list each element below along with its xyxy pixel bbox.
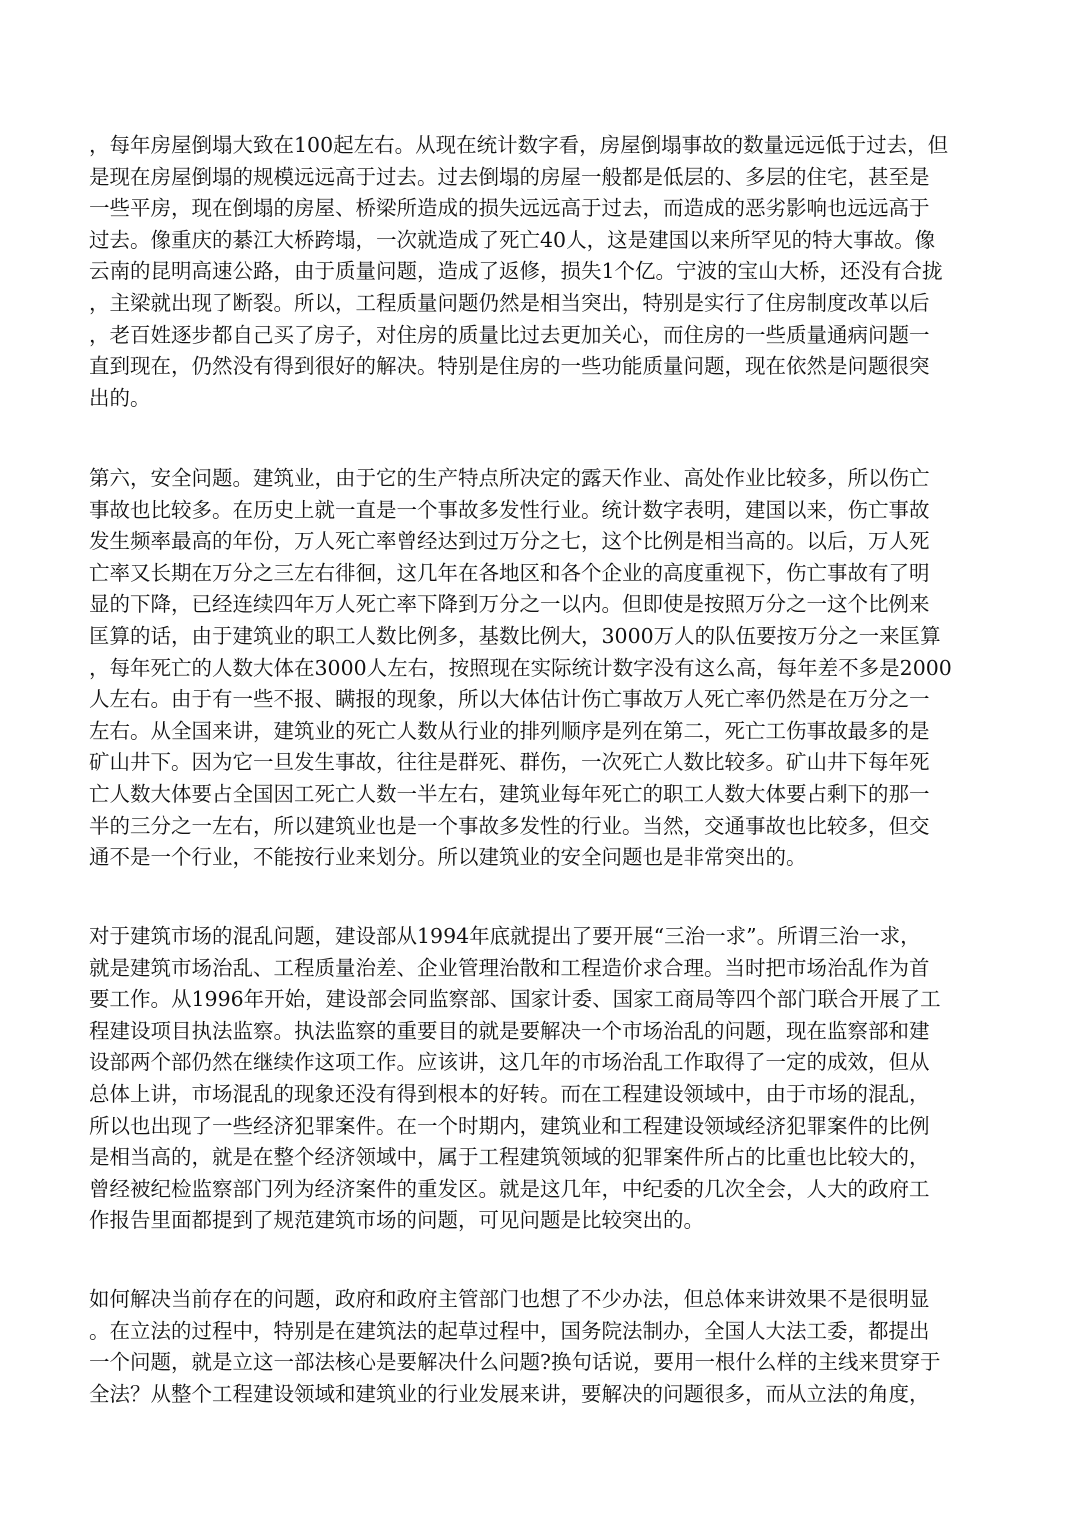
- text-line: ，老百姓逐步都自己买了房子，对住房的质量比过去更加关心，而住房的一些质量通病问题一: [89, 322, 930, 347]
- text-line: 设部两个部仍然在继续作这项工作。应该讲，这几年的市场治乱工作取得了一定的成效，但从: [89, 1050, 930, 1075]
- paragraph-quality-issues: [89, 130, 1001, 414]
- text-line: 事故也比较多。在历史上就一直是一个事故多发性行业。统计数字表明，建国以来，伤亡事故: [89, 497, 930, 522]
- text-line: 是现在房屋倒塌的规模远远高于过去。过去倒塌的房屋一般都是低层的、多层的住宅，甚至是: [89, 164, 930, 189]
- text-line: 。在立法的过程中，特别是在建筑法的起草过程中，国务院法制办，全国人大法工委，都提出: [89, 1318, 930, 1343]
- text-line: 左右。从全国来讲，建筑业的死亡人数从行业的排列顺序是列在第二，死亡工伤事故最多的是: [89, 718, 930, 743]
- text-line: 半的三分之一左右，所以建筑业也是一个事故多发性的行业。当然，交通事故也比较多，但交: [89, 813, 930, 838]
- text-line: 人左右。由于有一些不报、瞒报的现象，所以大体估计伤亡事故万人死亡率仍然是在万分之一: [89, 687, 930, 712]
- text-line: 亡率又长期在万分之三左右徘徊，这几年在各地区和各个企业的高度重视下，伤亡事故有了明: [89, 560, 930, 585]
- text-line: 是相当高的，就是在整个经济领域中，属于工程建筑领域的犯罪案件所占的比重也比较大的，: [89, 1145, 930, 1170]
- text-line: ，每年房屋倒塌大致在100起左右。从现在统计数字看，房屋倒塌事故的数量远远低于过去，但: [89, 133, 949, 157]
- text-line: 一个问题，就是立这一部法核心是要解决什么问题?换句话说，要用一根什么样的主线来贯穿于: [89, 1350, 941, 1375]
- text-line: ，主梁就出现了断裂。所以，工程质量问题仍然是相当突出，特别是实行了住房制度改革以后: [89, 290, 930, 315]
- text-line: 出的。: [89, 385, 151, 410]
- text-line: 发生频率最高的年份，万人死亡率曾经达到过万分之七，这个比例是相当高的。以后，万人死: [89, 529, 930, 554]
- text-line: 所以也出现了一些经济犯罪案件。在一个时期内，建筑业和工程建设领域经济犯罪案件的比例: [89, 1113, 930, 1138]
- text-line: 全法？从整个工程建设领域和建筑业的行业发展来讲，要解决的问题很多，而从立法的角度，: [89, 1381, 930, 1406]
- text-line: 亡人数大体要占全国因工死亡人数一半左右，建筑业每年死亡的职工人数大体要占剩下的那一: [89, 781, 930, 806]
- text-line: 显的下降，已经连续四年万人死亡率下降到万分之一以内。但即使是按照万分之一这个比例来: [89, 592, 930, 617]
- text-line: 就是建筑市场治乱、工程质量治差、企业管理治散和工程造价求合理。当时把市场治乱作为首: [89, 955, 930, 980]
- text-line: 对于建筑市场的混乱问题，建设部从1994年底就提出了要开展“三治一求”。所谓三治一求，: [89, 924, 921, 948]
- text-line: 一些平房，现在倒塌的房屋、桥梁所造成的损失远远高于过去，而造成的恶劣影响也远远高于: [89, 196, 930, 221]
- text-line: 直到现在，仍然没有得到很好的解决。特别是住房的一些功能质量问题，现在依然是问题很突: [89, 354, 930, 379]
- text-line: 第六，安全问题。建筑业，由于它的生产特点所决定的露天作业、高处作业比较多，所以伤亡: [89, 466, 930, 490]
- paragraph-legislation: [89, 1284, 1001, 1410]
- text-line: ，每年死亡的人数大体在3000人左右，按照现在实际统计数字没有这么高，每年差不多是2000: [89, 655, 952, 680]
- text-line: 云南的昆明高速公路，由于质量问题，造成了返修，损失1个亿。宁波的宝山大桥，还没有合拢: [89, 259, 943, 284]
- text-line: 程建设项目执法监察。执法监察的重要目的就是要解决一个市场治乱的问题，现在监察部和建: [89, 1018, 930, 1043]
- text-line: 总体上讲，市场混乱的现象还没有得到根本的好转。而在工程建设领域中，由于市场的混乱，: [89, 1081, 930, 1106]
- text-line: 要工作。从1996年开始，建设部会同监察部、国家计委、国家工商局等四个部门联合开展了工: [89, 987, 941, 1012]
- text-line: 如何解决当前存在的问题，政府和政府主管部门也想了不少办法，但总体来讲效果不是很明显: [89, 1287, 930, 1311]
- paragraph-market-disorder: [89, 921, 1001, 1237]
- paragraph-safety-issues: [89, 463, 1001, 874]
- text-line: 曾经被纪检监察部门列为经济案件的重发区。就是这几年，中纪委的几次全会，人大的政府工: [89, 1176, 930, 1201]
- text-line: 作报告里面都提到了规范建筑市场的问题，可见问题是比较突出的。: [89, 1208, 704, 1233]
- text-line: 过去。像重庆的綦江大桥跨塌，一次就造成了死亡40人，这是建国以来所罕见的特大事故。像: [89, 227, 936, 252]
- text-line: 匡算的话，由于建筑业的职工人数比例多，基数比例大，3000万人的队伍要按万分之一来匡算: [89, 623, 941, 648]
- text-line: 通不是一个行业，不能按行业来划分。所以建筑业的安全问题也是非常突出的。: [89, 845, 807, 870]
- text-line: 矿山井下。因为它一旦发生事故，往往是群死、群伤，一次死亡人数比较多。矿山井下每年死: [89, 750, 930, 775]
